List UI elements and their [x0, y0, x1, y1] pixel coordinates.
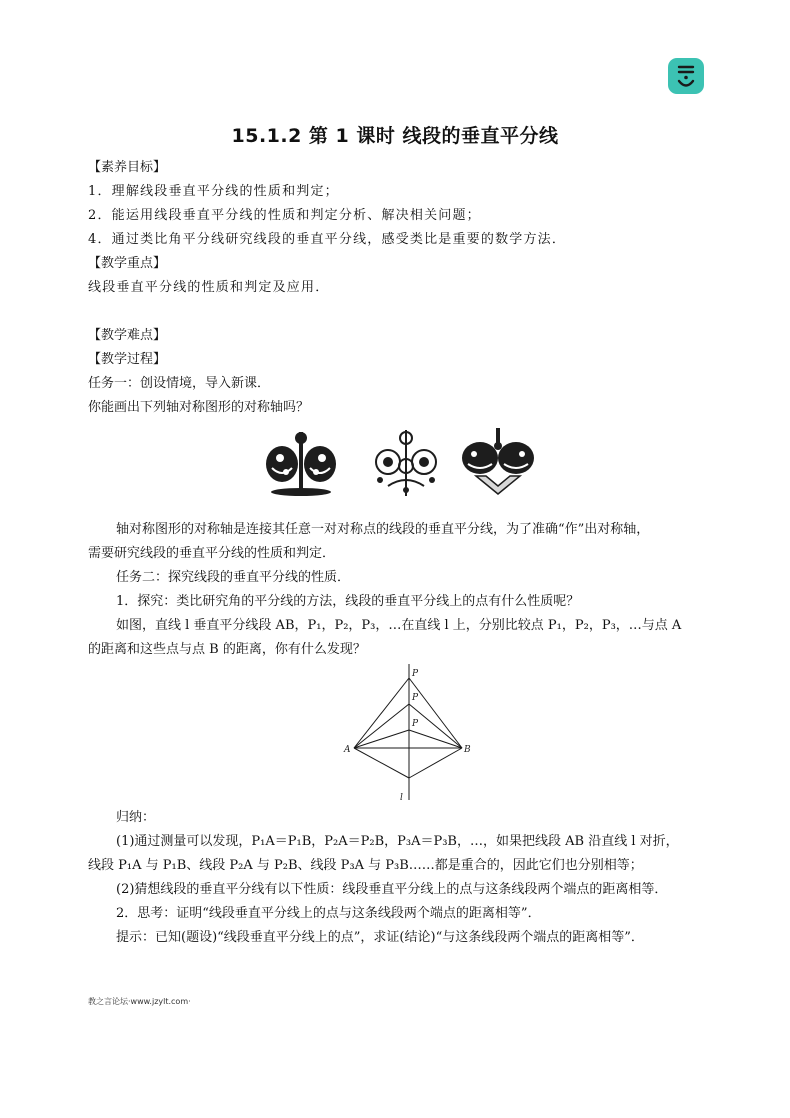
goals-heading: 【素养目标】	[88, 160, 167, 175]
task2-heading: 任务二：探究线段的垂直平分线的性质．	[116, 570, 351, 585]
label-b: B	[464, 745, 471, 755]
label-p-low: P	[412, 719, 419, 729]
geometry-diagram	[340, 660, 480, 808]
logo-badge	[668, 58, 704, 94]
task2-explore: 1．探究：类比研究角的平分线的方法，线段的垂直平分线上的点有什么性质呢？	[116, 594, 580, 609]
process-heading: 【教学过程】	[88, 352, 167, 367]
task1-paragraph-line2: 需要研究线段的垂直平分线的性质和判定．	[88, 546, 336, 561]
task1-heading: 任务一：创设情境，导入新课．	[88, 376, 271, 391]
think-text: 2．思考：证明“线段垂直平分线上的点与这条线段两个端点的距离相等”．	[116, 906, 541, 921]
beast-ornament-image	[458, 428, 538, 498]
label-p-top: P	[412, 669, 419, 679]
task2-figure-line2: 的距离和这些点与点 B 的距离，你有什么发现？	[88, 642, 366, 657]
dragon-ornament-image	[258, 428, 344, 498]
hint-text: 提示：已知(题设)“线段垂直平分线上的点”，求证(结论)“与这条线段两个端点的距离相等”．	[116, 930, 644, 945]
goal-item-1: 1．理解线段垂直平分线的性质和判定；	[88, 184, 339, 199]
perpendicular-bisector-figure	[340, 660, 480, 808]
label-p-mid: P	[412, 693, 419, 703]
conclusion1-line1: (1)通过测量可以发现，P₁A＝P₁B，P₂A＝P₂B，P₃A＝P₃B，…，如果把线段 AB 沿直线 l 对折，	[116, 834, 679, 849]
logo-glyph-icon	[668, 58, 704, 94]
task1-paragraph-line1: 轴对称图形的对称轴是连接其任意一对对称点的线段的垂直平分线，为了准确“作”出对称轴，	[116, 522, 650, 537]
key-text: 线段垂直平分线的性质和判定及应用．	[88, 280, 330, 295]
conclusion2: (2)猜想线段的垂直平分线有以下性质：线段垂直平分线上的点与这条线段两个端点的距离相等．	[116, 882, 668, 897]
conclusion-heading: 归纳：	[116, 810, 156, 825]
label-a: A	[344, 745, 351, 755]
label-l: l	[400, 793, 403, 803]
goal-item-3: 4．通过类比角平分线研究线段的垂直平分线，感受类比是重要的数学方法．	[88, 232, 567, 247]
goal-item-2: 2．能运用线段垂直平分线的性质和判定分析、解决相关问题；	[88, 208, 481, 223]
task1-question: 你能画出下列轴对称图形的对称轴吗？	[88, 400, 310, 415]
conclusion1-line2: 线段 P₁A 与 P₁B、线段 P₂A 与 P₂B、线段 P₃A 与 P₃B……都是重合的，因此它们也分别相等；	[88, 858, 643, 873]
symmetric-figures	[258, 428, 530, 498]
task2-figure-line1: 如图，直线 l 垂直平分线段 AB，P₁，P₂，P₃，…在直线 l 上，分别比较点 P₁，P₂，P₃，…与点 A	[116, 618, 682, 633]
footer-text: 教之言论坛·www.jzylt.com·	[88, 997, 191, 1006]
page-title: 15.1.2 第 1 课时 线段的垂直平分线	[231, 125, 559, 147]
flower-ornament-image	[368, 428, 444, 498]
key-heading: 【教学重点】	[88, 256, 167, 271]
difficulty-heading: 【教学难点】	[88, 328, 167, 343]
